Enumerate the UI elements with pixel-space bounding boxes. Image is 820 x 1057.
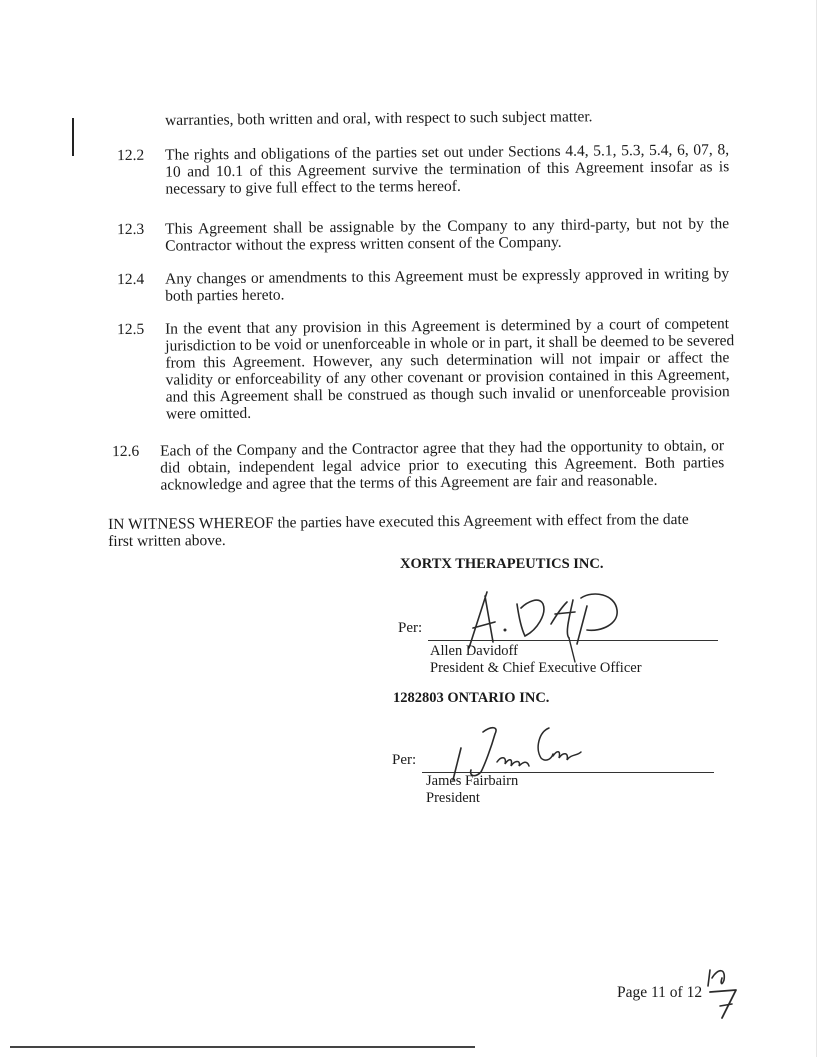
signer-name: James Fairbairn [426,773,519,789]
company-name: 1282803 ONTARIO INC. [393,690,550,706]
clause-line: validity or enforceability of any other covenant or provision contained in this Agreement, [165,366,730,389]
clause-text [165,215,729,254]
clause-number: 12.4 [117,270,145,289]
page-number: Page 11 of 12 [617,984,703,1001]
clause-text [165,315,735,423]
clause-line: jurisdiction to be void or unenforceable in whole or in part, it shall be deemed to be severed [165,332,735,355]
signer-title: President [426,790,480,806]
witness-line: IN WITNESS WHEREOF the parties have executed this Agreement with effect from the date [108,510,689,533]
signer-title: President & Chief Executive Officer [430,660,642,676]
clause-line: The rights and obligations of the parties set out under Sections 4.4, 5.1, 5.3, 5.4, 6, 07, 8, [165,141,730,164]
clause-line: Contractor without the express written consent of the Company. [165,233,562,255]
clause-number: 12.6 [112,442,140,461]
clause-12-5 [117,313,820,423]
witness-line: first written above. [108,531,226,550]
clause-line: both parties hereto. [165,286,285,305]
per-label: Per: [398,620,423,636]
clause-number: 12.3 [117,220,145,239]
clause-line: did obtain, independent legal advice prior to executing this Agreement. Both parties [160,454,725,477]
margin-revision-bar [72,118,74,156]
clause-12-2 [117,139,820,198]
per-label: Per: [392,752,417,768]
clause-line: acknowledge and agree that the terms of this Agreement are fair and reasonable. [160,471,658,494]
witness-clause [108,511,708,550]
clause-line: Any changes or amendments to this Agreement must be expressly approved in writing by [165,265,730,288]
clause-12-3 [117,213,820,255]
clause-12-4 [117,263,820,305]
clause-text [165,265,729,304]
company-name: XORTX THERAPEUTICS INC. [400,556,604,572]
clause-line: Each of the Company and the Contractor agree that they had the opportunity to obtain, or [160,437,725,460]
clause-line: necessary to give full effect to the terms hereof. [165,177,461,198]
clause-line: and this Agreement shall be construed as though such invalid or unenforceable provision [165,383,730,406]
clause-line: 10 and 10.1 of this Agreement survive the termination of this Agreement insofar as is [165,158,730,181]
signer-name: Allen Davidoff [430,643,518,659]
clause-number: 12.5 [117,320,145,339]
scan-edge [816,0,817,1057]
scan-artifact-line [10,1046,475,1048]
clause-line: In the event that any provision in this Agreement is determined by a court of competent [165,315,730,338]
handwritten-initials-icon [702,962,746,1022]
clause-text [160,437,724,493]
continuation-text: warranties, both written and oral, with respect to such subject matter. [165,108,593,129]
clause-text [165,141,729,197]
clause-line: This Agreement shall be assignable by the Company to any third-party, but not by the [165,215,730,238]
clause-number: 12.2 [117,146,145,165]
clause-line: were omitted. [165,404,252,423]
clause-12-6 [112,435,820,494]
clause-line: from this Agreement. However, any such determination will not impair or affect the [165,349,730,372]
